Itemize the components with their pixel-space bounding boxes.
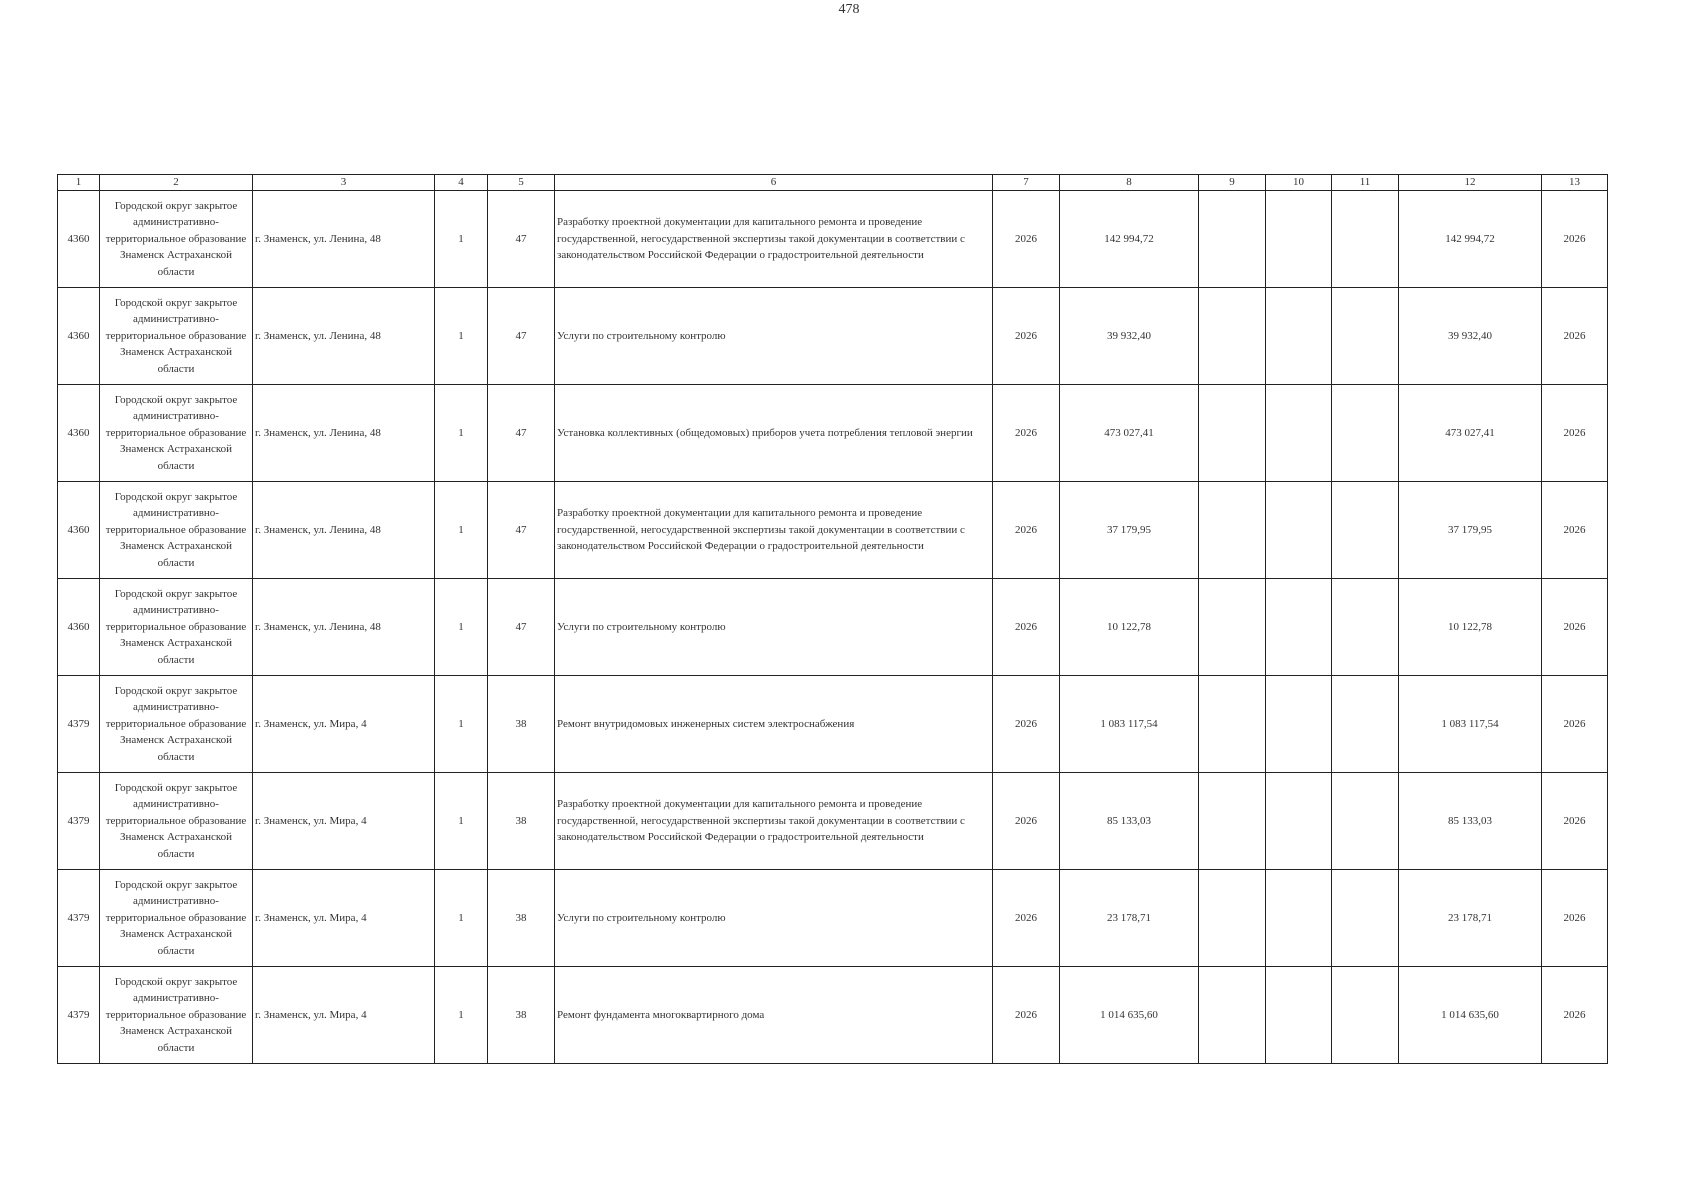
municipality-cell: Городской округ закрытое административно-территориальное образование Знаменск Астраханской области xyxy=(100,385,253,482)
table-row xyxy=(58,482,1608,579)
column-header: 13 xyxy=(1542,175,1608,191)
municipality-cell: Городской округ закрытое административно-территориальное образование Знаменск Астраханской области xyxy=(100,676,253,773)
col11-cell xyxy=(1332,482,1399,579)
row-id-cell: 4379 xyxy=(58,773,100,870)
col9-cell xyxy=(1199,385,1266,482)
municipality-cell: Городской округ закрытое административно-территориальное образование Знаменск Астраханской области xyxy=(100,191,253,288)
row-id-cell: 4379 xyxy=(58,676,100,773)
work-type-cell: Разработку проектной документации для капитального ремонта и проведение государственной, негосударственной экспертизы такой документации в соответствии с законодательством Российской Федерации о градостроительной деятельности xyxy=(555,482,993,579)
col5-cell: 38 xyxy=(488,773,555,870)
column-header: 8 xyxy=(1060,175,1199,191)
municipality-cell: Городской округ закрытое административно-территориальное образование Знаменск Астраханской области xyxy=(100,773,253,870)
col10-cell xyxy=(1266,870,1332,967)
address-cell: г. Знаменск, ул. Мира, 4 xyxy=(253,773,435,870)
total-amount-cell: 1 083 117,54 xyxy=(1060,676,1199,773)
column-header: 4 xyxy=(435,175,488,191)
col10-cell xyxy=(1266,385,1332,482)
col9-cell xyxy=(1199,967,1266,1064)
table-body xyxy=(58,191,1608,1064)
col11-cell xyxy=(1332,191,1399,288)
col9-cell xyxy=(1199,482,1266,579)
col11-cell xyxy=(1332,870,1399,967)
col11-cell xyxy=(1332,579,1399,676)
year-cell: 2026 xyxy=(993,385,1060,482)
municipality-cell: Городской округ закрытое административно-территориальное образование Знаменск Астраханской области xyxy=(100,482,253,579)
col10-cell xyxy=(1266,579,1332,676)
work-type-cell: Разработку проектной документации для капитального ремонта и проведение государственной, негосударственной экспертизы такой документации в соответствии с законодательством Российской Федерации о градостроительной деятельности xyxy=(555,191,993,288)
col5-cell: 47 xyxy=(488,579,555,676)
table-row xyxy=(58,773,1608,870)
amount-cell: 85 133,03 xyxy=(1399,773,1542,870)
total-amount-cell: 85 133,03 xyxy=(1060,773,1199,870)
table-row xyxy=(58,579,1608,676)
year-cell: 2026 xyxy=(993,773,1060,870)
column-header: 1 xyxy=(58,175,100,191)
col9-cell xyxy=(1199,288,1266,385)
col9-cell xyxy=(1199,773,1266,870)
municipality-cell: Городской округ закрытое административно-территориальное образование Знаменск Астраханской области xyxy=(100,870,253,967)
col5-cell: 38 xyxy=(488,870,555,967)
address-cell: г. Знаменск, ул. Ленина, 48 xyxy=(253,385,435,482)
amount-cell: 37 179,95 xyxy=(1399,482,1542,579)
col4-cell: 1 xyxy=(435,191,488,288)
total-amount-cell: 473 027,41 xyxy=(1060,385,1199,482)
table-row xyxy=(58,967,1608,1064)
col9-cell xyxy=(1199,676,1266,773)
col5-cell: 47 xyxy=(488,482,555,579)
col4-cell: 1 xyxy=(435,288,488,385)
year-end-cell: 2026 xyxy=(1542,385,1608,482)
year-end-cell: 2026 xyxy=(1542,773,1608,870)
work-type-cell: Услуги по строительному контролю xyxy=(555,288,993,385)
address-cell: г. Знаменск, ул. Мира, 4 xyxy=(253,676,435,773)
col4-cell: 1 xyxy=(435,385,488,482)
address-cell: г. Знаменск, ул. Мира, 4 xyxy=(253,870,435,967)
work-type-cell: Ремонт фундамента многоквартирного дома xyxy=(555,967,993,1064)
column-header: 11 xyxy=(1332,175,1399,191)
amount-cell: 1 083 117,54 xyxy=(1399,676,1542,773)
col5-cell: 47 xyxy=(488,191,555,288)
municipality-cell: Городской округ закрытое административно-территориальное образование Знаменск Астраханской области xyxy=(100,967,253,1064)
column-header: 7 xyxy=(993,175,1060,191)
col4-cell: 1 xyxy=(435,773,488,870)
total-amount-cell: 142 994,72 xyxy=(1060,191,1199,288)
year-end-cell: 2026 xyxy=(1542,191,1608,288)
column-number-row xyxy=(58,175,1608,191)
col5-cell: 47 xyxy=(488,288,555,385)
table-row xyxy=(58,288,1608,385)
year-end-cell: 2026 xyxy=(1542,676,1608,773)
table-row xyxy=(58,870,1608,967)
column-header: 10 xyxy=(1266,175,1332,191)
row-id-cell: 4379 xyxy=(58,967,100,1064)
total-amount-cell: 39 932,40 xyxy=(1060,288,1199,385)
row-id-cell: 4360 xyxy=(58,482,100,579)
year-cell: 2026 xyxy=(993,870,1060,967)
col10-cell xyxy=(1266,482,1332,579)
capital-repair-table xyxy=(57,174,1608,1064)
col4-cell: 1 xyxy=(435,870,488,967)
col10-cell xyxy=(1266,967,1332,1064)
amount-cell: 23 178,71 xyxy=(1399,870,1542,967)
total-amount-cell: 1 014 635,60 xyxy=(1060,967,1199,1064)
address-cell: г. Знаменск, ул. Ленина, 48 xyxy=(253,482,435,579)
address-cell: г. Знаменск, ул. Мира, 4 xyxy=(253,967,435,1064)
work-type-cell: Разработку проектной документации для капитального ремонта и проведение государственной, негосударственной экспертизы такой документации в соответствии с законодательством Российской Федерации о градостроительной деятельности xyxy=(555,773,993,870)
col10-cell xyxy=(1266,288,1332,385)
column-header: 2 xyxy=(100,175,253,191)
col10-cell xyxy=(1266,676,1332,773)
col5-cell: 38 xyxy=(488,676,555,773)
work-type-cell: Услуги по строительному контролю xyxy=(555,579,993,676)
address-cell: г. Знаменск, ул. Ленина, 48 xyxy=(253,579,435,676)
year-end-cell: 2026 xyxy=(1542,967,1608,1064)
row-id-cell: 4360 xyxy=(58,579,100,676)
year-end-cell: 2026 xyxy=(1542,288,1608,385)
work-type-cell: Установка коллективных (общедомовых) приборов учета потребления тепловой энергии xyxy=(555,385,993,482)
col4-cell: 1 xyxy=(435,579,488,676)
amount-cell: 473 027,41 xyxy=(1399,385,1542,482)
year-cell: 2026 xyxy=(993,579,1060,676)
col9-cell xyxy=(1199,579,1266,676)
address-cell: г. Знаменск, ул. Ленина, 48 xyxy=(253,191,435,288)
col11-cell xyxy=(1332,288,1399,385)
column-header: 3 xyxy=(253,175,435,191)
row-id-cell: 4360 xyxy=(58,288,100,385)
col11-cell xyxy=(1332,385,1399,482)
col10-cell xyxy=(1266,773,1332,870)
col11-cell xyxy=(1332,967,1399,1064)
col10-cell xyxy=(1266,191,1332,288)
col9-cell xyxy=(1199,191,1266,288)
col4-cell: 1 xyxy=(435,482,488,579)
row-id-cell: 4360 xyxy=(58,191,100,288)
table-row xyxy=(58,385,1608,482)
work-type-cell: Ремонт внутридомовых инженерных систем электроснабжения xyxy=(555,676,993,773)
col11-cell xyxy=(1332,676,1399,773)
address-cell: г. Знаменск, ул. Ленина, 48 xyxy=(253,288,435,385)
amount-cell: 39 932,40 xyxy=(1399,288,1542,385)
amount-cell: 1 014 635,60 xyxy=(1399,967,1542,1064)
column-header: 12 xyxy=(1399,175,1542,191)
year-end-cell: 2026 xyxy=(1542,870,1608,967)
table-row xyxy=(58,191,1608,288)
column-header: 9 xyxy=(1199,175,1266,191)
municipality-cell: Городской округ закрытое административно-территориальное образование Знаменск Астраханской области xyxy=(100,288,253,385)
total-amount-cell: 37 179,95 xyxy=(1060,482,1199,579)
table-row xyxy=(58,676,1608,773)
year-end-cell: 2026 xyxy=(1542,579,1608,676)
col4-cell: 1 xyxy=(435,967,488,1064)
col11-cell xyxy=(1332,773,1399,870)
col4-cell: 1 xyxy=(435,676,488,773)
year-end-cell: 2026 xyxy=(1542,482,1608,579)
page-number: 478 xyxy=(838,2,860,17)
total-amount-cell: 23 178,71 xyxy=(1060,870,1199,967)
work-type-cell: Услуги по строительному контролю xyxy=(555,870,993,967)
year-cell: 2026 xyxy=(993,191,1060,288)
col9-cell xyxy=(1199,870,1266,967)
year-cell: 2026 xyxy=(993,967,1060,1064)
row-id-cell: 4360 xyxy=(58,385,100,482)
year-cell: 2026 xyxy=(993,676,1060,773)
amount-cell: 10 122,78 xyxy=(1399,579,1542,676)
col5-cell: 38 xyxy=(488,967,555,1064)
year-cell: 2026 xyxy=(993,288,1060,385)
col5-cell: 47 xyxy=(488,385,555,482)
year-cell: 2026 xyxy=(993,482,1060,579)
row-id-cell: 4379 xyxy=(58,870,100,967)
total-amount-cell: 10 122,78 xyxy=(1060,579,1199,676)
municipality-cell: Городской округ закрытое административно-территориальное образование Знаменск Астраханской области xyxy=(100,579,253,676)
column-header: 6 xyxy=(555,175,993,191)
amount-cell: 142 994,72 xyxy=(1399,191,1542,288)
column-header: 5 xyxy=(488,175,555,191)
